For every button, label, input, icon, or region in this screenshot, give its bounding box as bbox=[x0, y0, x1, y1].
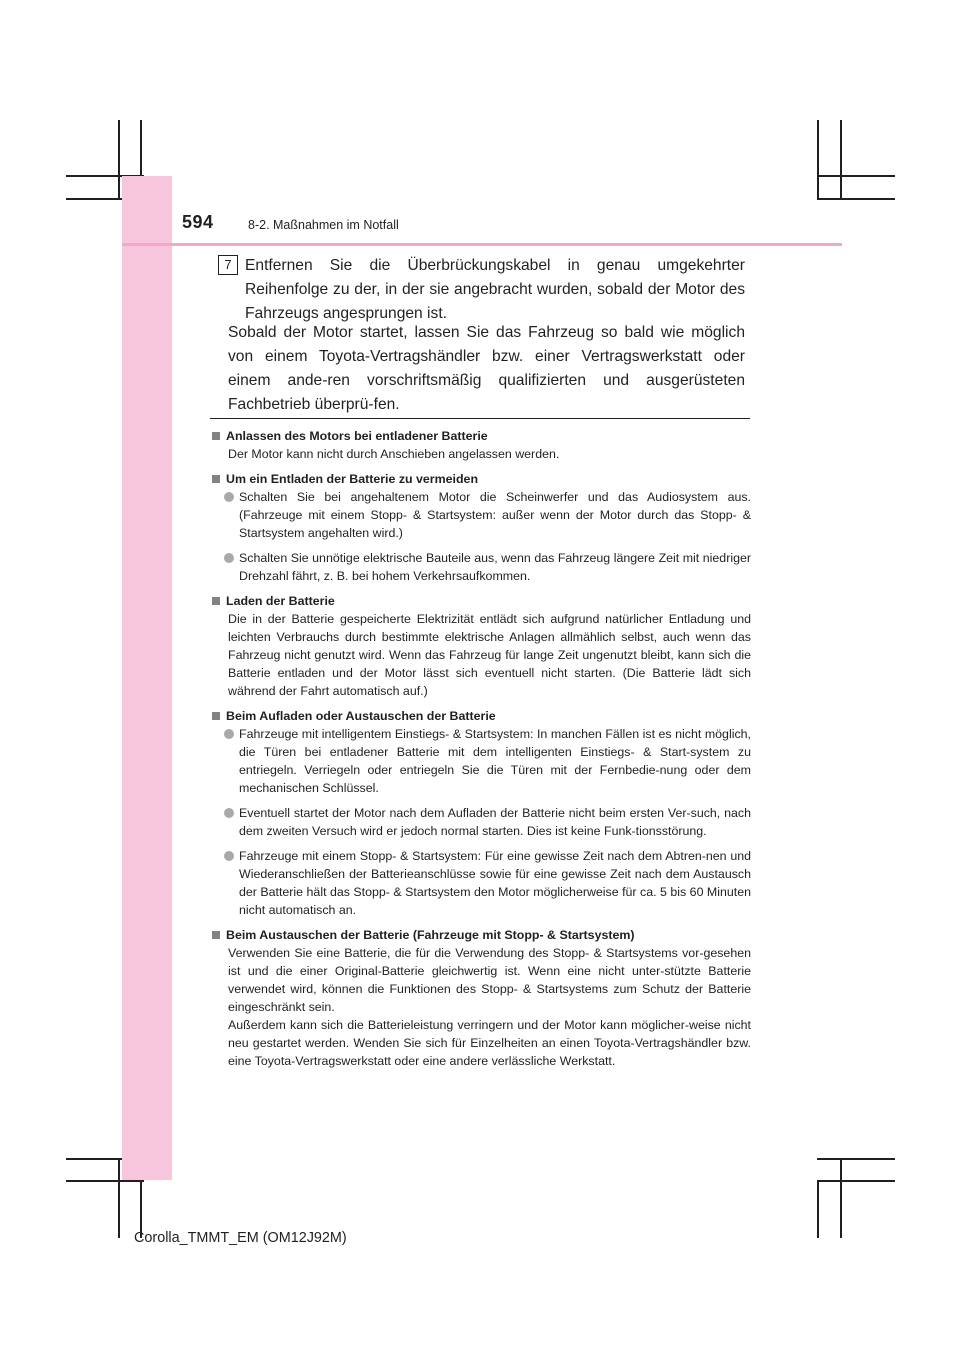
list-item: Fahrzeuge mit einem Stopp- & Startsystem: Für eine gewisse Zeit nach dem Abtren-nen und Wiederanschließen der Batterieanschlüsse sowie für eine gewisse Zeit nach dem Austausch der Batterie hält das Stopp- & Startsystem den Motor möglicherweise für ca. 5 bis 60 Minuten nicht automatisch an. bbox=[224, 847, 751, 919]
note-text: Die in der Batterie gespeicherte Elektrizität entlädt sich aufgrund natürlicher Entladung und leichten Verbrauchs durch bestimmte elektrische Anlagen allmählich selbst, auch wenn das Fahrzeug nicht genutzt wird. Wenn das Fahrzeug für lange Zeit ungenutzt bleibt, kann sich die Batterie entladen und der Motor lässt sich eventuell nicht starten. (Die Batterie lädt sich während der Fahrt automatisch auf.) bbox=[228, 612, 751, 698]
list-item: Schalten Sie unnötige elektrische Bauteile aus, wenn das Fahrzeug längere Zeit mit niedriger Drehzahl fährt, z. B. bei hohem Verkehrsaufkommen. bbox=[224, 549, 751, 585]
note-text-continued: Außerdem kann sich die Batterieleistung verringern und der Motor kann möglicher-weise nicht neu gestartet werden. Wenden Sie sich für Einzelheiten an einen Toyota-Vertragshändler bzw. eine Toyota-Vertragswerkstatt oder eine andere verlässliche Werkstatt. bbox=[228, 1018, 751, 1068]
notes-section bbox=[210, 427, 751, 1077]
note-block bbox=[210, 470, 751, 585]
crop-mark-bottom-right-v bbox=[817, 1180, 819, 1238]
note-text: Der Motor kann nicht durch Anschieben angelassen werden. bbox=[228, 447, 560, 461]
circle-bullet-icon bbox=[224, 851, 234, 861]
body-paragraph: Sobald der Motor startet, lassen Sie das Fahrzeug so bald wie möglich von einem Toyota-Vertragshändler bzw. einer Vertragswerkstatt oder einem ande-ren vorschriftsmäßig qualifizierten und ausgerüsteten Fachbetrieb überprü-fen. bbox=[228, 324, 745, 413]
list-item: Schalten Sie bei angehaltenem Motor die Scheinwerfer und das Audiosystem aus. (Fahrzeuge mit einem Stopp- & Startsystem: außer wenn der Motor durch das Stopp- & Startsystem angehalten wird.) bbox=[224, 488, 751, 542]
note-heading: Beim Aufladen oder Austauschen der Batterie bbox=[226, 709, 496, 723]
chapter-side-bar bbox=[122, 176, 172, 1180]
note-heading: Anlassen des Motors bei entladener Batterie bbox=[226, 429, 488, 443]
section-divider bbox=[210, 418, 750, 419]
square-bullet-icon bbox=[212, 432, 220, 440]
footer-doc-id: Corolla_TMMT_EM (OM12J92M) bbox=[134, 1230, 347, 1246]
square-bullet-icon bbox=[212, 597, 220, 605]
circle-bullet-icon bbox=[224, 729, 234, 739]
circle-bullet-icon bbox=[224, 553, 234, 563]
note-heading: Um ein Entladen der Batterie zu vermeiden bbox=[226, 472, 479, 486]
page-number: 594 bbox=[182, 212, 214, 232]
step-number-badge: 7 bbox=[218, 255, 238, 275]
note-heading: Laden der Batterie bbox=[226, 594, 335, 608]
list-item: Fahrzeuge mit intelligentem Einstiegs- & Startsystem: In manchen Fällen ist es nicht möglich, die Türen bei entladener Batterie mit dem intelligenten Einstiegs- & Start-system zu entriegeln. Verriegeln oder entriegeln Sie die Türen mit der Fernbedie-nung oder dem mechanischen Schlüssel. bbox=[224, 725, 751, 797]
square-bullet-icon bbox=[212, 931, 220, 939]
crop-mark-top-right-v2 bbox=[840, 120, 842, 200]
note-heading: Beim Austauschen der Batterie (Fahrzeuge mit Stopp- & Startsystem) bbox=[226, 928, 635, 942]
step-text: Entfernen Sie die Überbrückungskabel in genau umgekehrter Reihenfolge zu der, in der sie angebracht wurden, sobald der Motor des Fahrzeugs angesprungen ist. bbox=[245, 257, 745, 322]
square-bullet-icon bbox=[212, 475, 220, 483]
crop-mark-bottom-left-v bbox=[118, 1160, 120, 1238]
note-text: Verwenden Sie eine Batterie, die für die Verwendung des Stopp- & Startsystems vor-gesehen ist und die einer Original-Batterie gleichwertig ist. Wenn eine nicht unter-stützte Batterie verwendet wird, können die Funktionen des Stopp- & Startsystems zum Schutz der Batterie eingeschränkt sein. bbox=[228, 946, 751, 1014]
note-block bbox=[210, 427, 751, 463]
crop-mark-top-right-h2 bbox=[817, 198, 895, 200]
circle-bullet-icon bbox=[224, 808, 234, 818]
crop-mark-top-right-v bbox=[817, 120, 819, 200]
crop-mark-top-left-v bbox=[118, 120, 120, 200]
crop-mark-bottom-right-h bbox=[817, 1158, 895, 1160]
section-title: 8-2. Maßnahmen im Notfall bbox=[248, 218, 399, 232]
crop-mark-bottom-right-h2 bbox=[817, 1180, 895, 1182]
circle-bullet-icon bbox=[224, 492, 234, 502]
note-block bbox=[210, 592, 751, 700]
note-block bbox=[210, 926, 751, 1070]
list-item: Eventuell startet der Motor nach dem Aufladen der Batterie nicht beim ersten Ver-such, nach dem zweiten Versuch wird er jedoch normal starten. Dies ist keine Funk-tionsstörung. bbox=[224, 804, 751, 840]
square-bullet-icon bbox=[212, 712, 220, 720]
crop-mark-bottom-right-v2 bbox=[840, 1160, 842, 1238]
note-block bbox=[210, 707, 751, 919]
crop-mark-bottom-left-h2 bbox=[66, 1180, 144, 1182]
header-rule bbox=[122, 243, 842, 246]
crop-mark-top-right-h bbox=[817, 175, 895, 177]
